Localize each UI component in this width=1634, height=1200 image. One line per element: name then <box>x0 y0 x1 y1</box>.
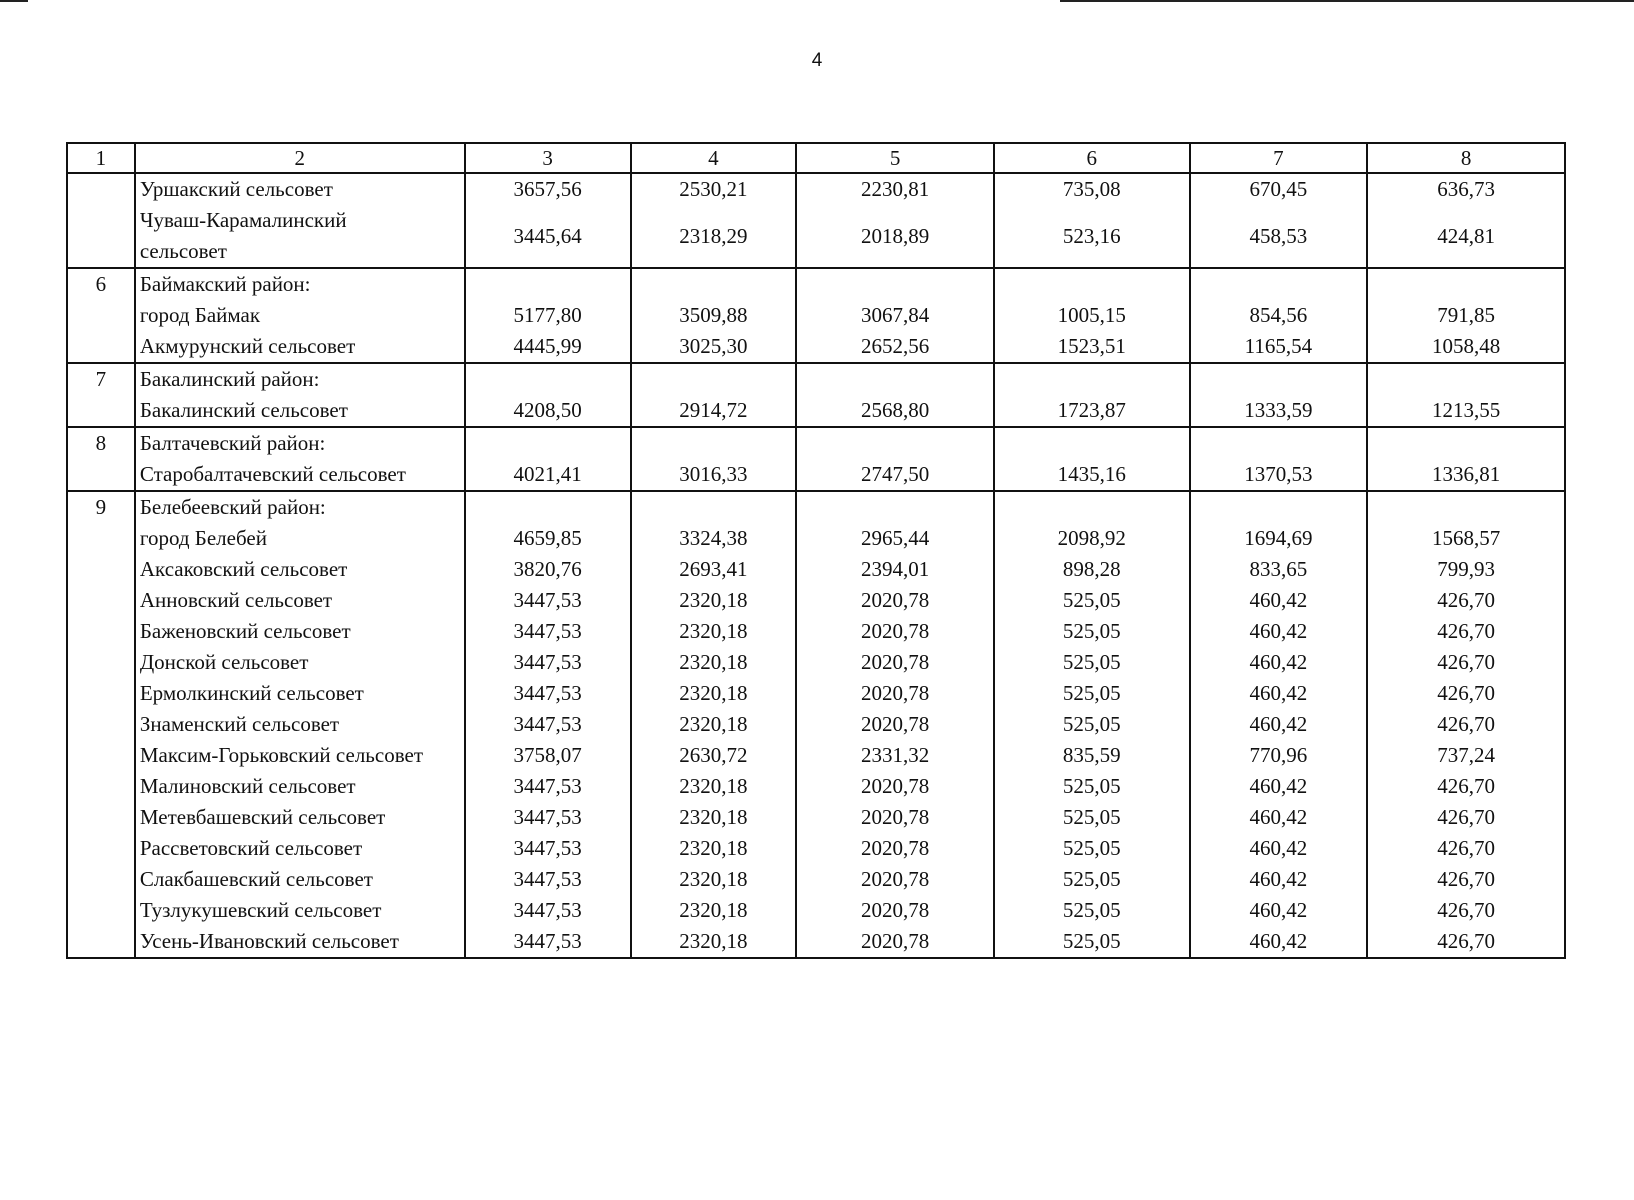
value: 2020,78 <box>860 805 930 829</box>
table-row <box>67 173 1565 268</box>
settlement-name: Баженовский сельсовет <box>139 619 351 643</box>
blank-line <box>1195 428 1363 459</box>
value: 426,70 <box>1437 619 1496 643</box>
blank-line <box>1372 492 1560 523</box>
value: 1694,69 <box>1244 526 1313 550</box>
value: 2568,80 <box>860 398 930 422</box>
value: 3758,07 <box>513 743 582 767</box>
value-cell-col-4 <box>631 173 797 268</box>
value: 2630,72 <box>679 743 748 767</box>
value: 426,70 <box>1437 929 1496 953</box>
settlement-name: Уршакский сельсовет <box>139 177 333 201</box>
blank-line <box>470 428 626 459</box>
value: 460,42 <box>1249 712 1308 736</box>
value: 2320,18 <box>679 929 748 953</box>
settlement-name: Малиновский сельсовет <box>139 774 356 798</box>
value: 460,42 <box>1249 836 1308 860</box>
value: 2320,18 <box>679 619 748 643</box>
value: 426,70 <box>1437 836 1496 860</box>
column-header: 1 <box>67 143 135 173</box>
settlement-name: город Баймак <box>139 303 261 327</box>
value: 1523,51 <box>1057 334 1126 358</box>
value-cell-col-4 <box>631 427 797 491</box>
name-cell <box>135 427 465 491</box>
value: 460,42 <box>1249 588 1308 612</box>
settlement-name: Слакбашевский сельсовет <box>139 867 373 891</box>
blank-line <box>801 269 989 300</box>
value: 424,81 <box>1437 224 1496 248</box>
settlement-name: Донской сельсовет <box>139 650 309 674</box>
value: 799,93 <box>1437 557 1496 581</box>
value: 460,42 <box>1249 898 1308 922</box>
value: 737,24 <box>1437 743 1496 767</box>
value: 3067,84 <box>860 303 930 327</box>
value-cell-col-8 <box>1367 173 1565 268</box>
value: 3509,88 <box>679 303 748 327</box>
blank-line <box>636 428 792 459</box>
column-header: 7 <box>1190 143 1368 173</box>
blank-line <box>999 428 1185 459</box>
settlement-name: Усень-Ивановский сельсовет <box>139 929 399 953</box>
value: 835,59 <box>1062 743 1121 767</box>
row-number-cell <box>67 491 135 958</box>
settlement-name: Анновский сельсовет <box>139 588 333 612</box>
value: 2320,18 <box>679 805 748 829</box>
value: 525,05 <box>1062 681 1121 705</box>
column-header: 8 <box>1367 143 1565 173</box>
value: 2020,78 <box>860 619 930 643</box>
value-cell-col-7 <box>1190 268 1368 363</box>
value: 5177,80 <box>513 303 582 327</box>
blank-line <box>801 428 989 459</box>
value: 460,42 <box>1249 650 1308 674</box>
settlement-name: Тузлукушевский сельсовет <box>139 898 382 922</box>
value: 460,42 <box>1249 774 1308 798</box>
value: 3447,53 <box>513 867 582 891</box>
page-number: 4 <box>811 50 823 71</box>
value: 770,96 <box>1249 743 1308 767</box>
blank-line <box>470 364 626 395</box>
value: 2020,78 <box>860 650 930 674</box>
data-table <box>66 142 1566 959</box>
value: 1333,59 <box>1244 398 1313 422</box>
value: 1005,15 <box>1057 303 1126 327</box>
value: 2020,78 <box>860 588 930 612</box>
blank-line <box>636 269 792 300</box>
blank-line <box>801 364 989 395</box>
value: 525,05 <box>1062 619 1121 643</box>
table-body <box>67 143 1565 958</box>
value: 2693,41 <box>679 557 748 581</box>
value: 426,70 <box>1437 681 1496 705</box>
name-cell <box>135 363 465 427</box>
value-cell-col-8 <box>1367 427 1565 491</box>
value: 2331,32 <box>860 743 930 767</box>
value: 2652,56 <box>860 334 930 358</box>
blank-line <box>801 492 989 523</box>
value-cell-col-3 <box>465 491 631 958</box>
settlement-name: Акмурунский сельсовет <box>139 334 356 358</box>
value: 4445,99 <box>513 334 582 358</box>
value-cell-col-3 <box>465 268 631 363</box>
value: 2320,18 <box>679 588 748 612</box>
blank-line <box>999 364 1185 395</box>
table-row <box>67 363 1565 427</box>
value: 2098,92 <box>1057 526 1126 550</box>
value: 2320,18 <box>679 774 748 798</box>
value-cell-col-5 <box>796 491 994 958</box>
value-cell-col-7 <box>1190 363 1368 427</box>
value-cell-col-8 <box>1367 268 1565 363</box>
value-cell-col-7 <box>1190 491 1368 958</box>
blank-line <box>1372 364 1560 395</box>
value: 525,05 <box>1062 805 1121 829</box>
value: 3447,53 <box>513 681 582 705</box>
blank-line <box>1372 269 1560 300</box>
value-cell-col-5 <box>796 173 994 268</box>
value: 1213,55 <box>1432 398 1501 422</box>
value: 791,85 <box>1437 303 1496 327</box>
value: 3447,53 <box>513 619 582 643</box>
value: 525,05 <box>1062 588 1121 612</box>
value-cell-col-6 <box>994 173 1190 268</box>
value-cell-col-6 <box>994 491 1190 958</box>
settlement-name: Чуваш-Карамалинский <box>139 208 347 232</box>
blank-line <box>636 364 792 395</box>
value: 460,42 <box>1249 929 1308 953</box>
value: 1435,16 <box>1057 462 1126 486</box>
value: 4021,41 <box>513 462 582 486</box>
value: 4208,50 <box>513 398 582 422</box>
value: 735,08 <box>1062 177 1121 201</box>
value: 1058,48 <box>1432 334 1501 358</box>
value: 426,70 <box>1437 650 1496 674</box>
value-cell-col-4 <box>631 491 797 958</box>
value: 670,45 <box>1249 177 1308 201</box>
value: 1568,57 <box>1432 526 1501 550</box>
row-number-cell <box>67 363 135 427</box>
value: 2320,18 <box>679 867 748 891</box>
value: 2020,78 <box>860 774 930 798</box>
value: 3447,53 <box>513 774 582 798</box>
value: 426,70 <box>1437 867 1496 891</box>
scan-edge-line <box>0 0 28 2</box>
value: 525,05 <box>1062 712 1121 736</box>
value: 460,42 <box>1249 805 1308 829</box>
value: 426,70 <box>1437 712 1496 736</box>
blank-line <box>999 269 1185 300</box>
value: 833,65 <box>1249 557 1308 581</box>
value: 3820,76 <box>513 557 582 581</box>
blank-line <box>636 492 792 523</box>
row-number <box>72 174 130 205</box>
value: 2318,29 <box>679 224 748 248</box>
value: 636,73 <box>1437 177 1496 201</box>
header-row <box>67 143 1565 173</box>
value-cell-col-6 <box>994 427 1190 491</box>
value: 525,05 <box>1062 650 1121 674</box>
value-cell-col-5 <box>796 363 994 427</box>
value: 2020,78 <box>860 898 930 922</box>
row-number: 9 <box>95 495 107 519</box>
value: 2914,72 <box>679 398 748 422</box>
value: 460,42 <box>1249 681 1308 705</box>
value-cell-col-4 <box>631 363 797 427</box>
value: 2020,78 <box>860 712 930 736</box>
settlement-name: Знаменский сельсовет <box>139 712 340 736</box>
value: 426,70 <box>1437 588 1496 612</box>
value: 2747,50 <box>860 462 930 486</box>
value: 3657,56 <box>513 177 582 201</box>
table-row <box>67 427 1565 491</box>
value: 4659,85 <box>513 526 582 550</box>
value: 3324,38 <box>679 526 748 550</box>
value: 3016,33 <box>679 462 748 486</box>
value-cell-col-3 <box>465 427 631 491</box>
column-header: 6 <box>994 143 1190 173</box>
district-name: Балтачевский район: <box>139 431 326 455</box>
value: 1723,87 <box>1057 398 1126 422</box>
row-number-cell <box>67 427 135 491</box>
blank-line <box>1195 364 1363 395</box>
row-number: 8 <box>95 431 107 455</box>
value: 2230,81 <box>860 177 930 201</box>
value: 2020,78 <box>860 681 930 705</box>
value: 525,05 <box>1062 898 1121 922</box>
row-number-cell <box>67 173 135 268</box>
column-header: 2 <box>135 143 465 173</box>
blank-line <box>470 492 626 523</box>
value: 2018,89 <box>860 224 930 248</box>
table-row <box>67 491 1565 958</box>
table-row <box>67 268 1565 363</box>
settlement-name: Старобалтачевский сельсовет <box>139 462 406 486</box>
district-name: Баймакский район: <box>139 272 311 296</box>
value: 426,70 <box>1437 898 1496 922</box>
district-name: Белебеевский район: <box>139 495 326 519</box>
value-cell-col-5 <box>796 268 994 363</box>
value: 426,70 <box>1437 774 1496 798</box>
value-cell-col-5 <box>796 427 994 491</box>
settlement-name: Рассветовский сельсовет <box>139 836 363 860</box>
value: 525,05 <box>1062 929 1121 953</box>
value-cell-col-4 <box>631 268 797 363</box>
name-cell <box>135 173 465 268</box>
row-number: 7 <box>95 367 107 391</box>
value: 2965,44 <box>860 526 930 550</box>
value-cell-col-3 <box>465 363 631 427</box>
value-cell-col-8 <box>1367 363 1565 427</box>
value-cell-col-8 <box>1367 491 1565 958</box>
value: 3025,30 <box>679 334 748 358</box>
value: 458,53 <box>1249 224 1308 248</box>
value: 3447,53 <box>513 898 582 922</box>
value-cell-col-6 <box>994 363 1190 427</box>
value: 2320,18 <box>679 836 748 860</box>
name-cell <box>135 491 465 958</box>
district-name: Бакалинский район: <box>139 367 320 391</box>
settlement-name: Максим-Горьковский сельсовет <box>139 743 423 767</box>
value: 3447,53 <box>513 929 582 953</box>
value: 3447,53 <box>513 588 582 612</box>
value: 2020,78 <box>860 929 930 953</box>
settlement-name: сельсовет <box>139 239 227 263</box>
value: 2320,18 <box>679 681 748 705</box>
value: 2020,78 <box>860 867 930 891</box>
scan-edge-line <box>1060 0 1634 2</box>
value: 2320,18 <box>679 712 748 736</box>
blank-line <box>1372 428 1560 459</box>
value: 523,16 <box>1062 224 1121 248</box>
column-header: 5 <box>796 143 994 173</box>
value: 3447,53 <box>513 712 582 736</box>
value: 2320,18 <box>679 650 748 674</box>
value: 1165,54 <box>1244 334 1313 358</box>
value-cell-col-7 <box>1190 173 1368 268</box>
row-number-cell <box>67 268 135 363</box>
column-header: 4 <box>631 143 797 173</box>
settlement-name: Метевбашевский сельсовет <box>139 805 386 829</box>
value: 460,42 <box>1249 867 1308 891</box>
row-number: 6 <box>95 272 107 296</box>
settlement-name: Аксаковский сельсовет <box>139 557 348 581</box>
value: 1336,81 <box>1432 462 1501 486</box>
value: 2020,78 <box>860 836 930 860</box>
value: 3447,53 <box>513 836 582 860</box>
value: 525,05 <box>1062 836 1121 860</box>
value: 525,05 <box>1062 867 1121 891</box>
value: 2320,18 <box>679 898 748 922</box>
name-cell <box>135 268 465 363</box>
value-cell-col-7 <box>1190 427 1368 491</box>
value: 3445,64 <box>513 224 582 248</box>
value: 525,05 <box>1062 774 1121 798</box>
value: 3447,53 <box>513 805 582 829</box>
value: 3447,53 <box>513 650 582 674</box>
value-cell-col-6 <box>994 268 1190 363</box>
blank-line <box>1195 269 1363 300</box>
column-header: 3 <box>465 143 631 173</box>
value: 426,70 <box>1437 805 1496 829</box>
settlement-name: Бакалинский сельсовет <box>139 398 348 422</box>
blank-line <box>999 492 1185 523</box>
value: 1370,53 <box>1244 462 1313 486</box>
settlement-name: город Белебей <box>139 526 267 550</box>
value: 2394,01 <box>860 557 930 581</box>
value-cell-col-3 <box>465 173 631 268</box>
value: 460,42 <box>1249 619 1308 643</box>
value: 2530,21 <box>679 177 748 201</box>
blank-line <box>1195 492 1363 523</box>
value: 854,56 <box>1249 303 1308 327</box>
value: 898,28 <box>1062 557 1121 581</box>
blank-line <box>470 269 626 300</box>
settlement-name: Ермолкинский сельсовет <box>139 681 364 705</box>
